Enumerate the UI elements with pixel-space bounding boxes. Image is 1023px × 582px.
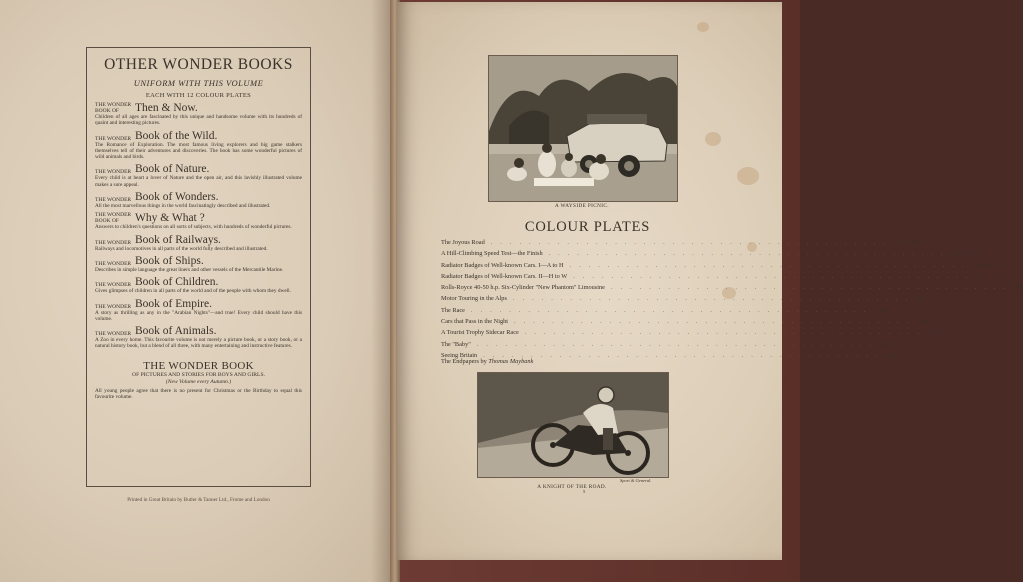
book-description: The Romance of Exploration. The most famous living explorers and big game stalkers themselves tell of their adventures and discoveries. The book has some wonderful pictures of wild animals and birds.: [95, 141, 302, 161]
book-description: Every child is at heart a lover of Nature and the open air, and this lavishly illustrated volume makes a sure appeal.: [95, 175, 302, 188]
picnic-caption: A WAYSIDE PICNIC.: [555, 203, 609, 209]
book-name: Then & Now.: [135, 102, 198, 114]
book-description: Children of all ages are fascinated by this unique and handsome volume with its hundreds of quaint and interesting pictures.: [95, 114, 302, 127]
advert-title: OTHER WONDER BOOKS: [104, 56, 293, 73]
plate-page: Frontispiece: [950, 250, 983, 258]
plate-page: 128: [876, 306, 886, 314]
leader-dots: ..........................................: [524, 329, 927, 337]
wonder-book-subtitle: OF PICTURES AND STORIES FOR BOYS AND GIRLS.: [132, 371, 265, 378]
wonder-books-advert: [86, 47, 311, 487]
plate-page: 160: [919, 318, 929, 326]
book-heading: [95, 234, 302, 246]
picnic-illustration: [489, 56, 677, 201]
book-heading: [95, 102, 302, 114]
book-series: THE WONDER: [95, 239, 132, 246]
book-heading: [95, 298, 302, 310]
leader-dots: ..........................................: [514, 318, 917, 326]
book-description: A Zoo in every home. This favourite volume is not merely a picture book, or a story book, or a natural history book, but a blend of all three, with many entertaining and instructive features.: [95, 337, 302, 350]
leader-dots: ..........................................: [512, 295, 916, 303]
plate-row: [441, 293, 925, 304]
plate-row: [441, 271, 985, 282]
leader-dots: ..........................................: [573, 272, 976, 280]
foxing-spot: [697, 22, 709, 32]
book-entry: [95, 276, 302, 294]
plate-row: [441, 248, 983, 259]
plate-title: A Hill-Climbing Speed Test—the Finish: [441, 250, 543, 258]
book-entry: [95, 191, 302, 209]
plate-title: The Joyous Road: [441, 239, 485, 246]
book-series: THE WONDER: [95, 169, 132, 176]
leader-dots: ..........................................: [610, 284, 1014, 292]
book-entry: [95, 102, 302, 127]
motorcycle-illustration: [478, 373, 668, 477]
plate-title: Motor Touring in the Alps: [441, 295, 507, 303]
book-description: Gives glimpses of children in all parts of the world and of the people with whom they dwell.: [95, 288, 291, 295]
advert-subtitle: UNIFORM WITH THIS VOLUME: [133, 78, 264, 88]
plate-row: [441, 260, 1000, 271]
leader-dots: ..........................................: [483, 351, 886, 359]
book-name: Book of Empire.: [135, 297, 212, 310]
leader-dots: ..........................................: [548, 250, 951, 258]
plate-title: Rolls-Royce 40-50 h.p. Six-Cylinder "New Phantom" Limousine: [441, 284, 605, 292]
plate-prefix: ,,: [926, 329, 931, 337]
book-description: All the most marvellous things in the world fascinatingly described and illustrated.: [95, 203, 271, 210]
plate-title: The Race: [441, 306, 465, 314]
plate-title: Radiator Badges of Well-known Cars. I—A to H: [441, 261, 564, 269]
book-entry: [95, 130, 302, 161]
book-heading: [95, 276, 302, 288]
plate-page: 224: [888, 351, 898, 359]
knight-of-the-road-photo: [477, 372, 669, 478]
book-name: Book of Wonders.: [135, 191, 219, 204]
wayside-picnic-photo: [488, 55, 678, 202]
book-heading: [95, 130, 302, 142]
book-description: Railways and locomotives in all parts of the world fully described and illustrated.: [95, 245, 268, 252]
book-entry: [95, 255, 302, 273]
book-series: THE WONDER: [95, 197, 132, 204]
plate-page: 208: [882, 340, 892, 348]
book-description: Answers to children's questions on all sorts of subjects, with hundreds of wonderful pictures.: [95, 224, 292, 231]
book-entry: [95, 298, 302, 323]
plate-title: Seeing Britain: [441, 351, 478, 359]
book-name: Book of the Wild.: [135, 129, 218, 142]
plate-prefix: ,,: [878, 340, 883, 348]
plate-prefix: ,,: [915, 295, 919, 303]
book-name: Book of Nature.: [135, 163, 210, 176]
wonder-book-note: (New Volume every Autumn.): [165, 378, 232, 385]
book-description: A story as thrilling as any in the "Arabian Nights"—and true! Every child should have this volume.: [95, 309, 302, 322]
book-series: THE WONDER: [95, 135, 132, 142]
book-series: THE WONDER: [95, 260, 132, 267]
plate-title: Cars that Pass in the Night: [441, 318, 508, 326]
left-page: [0, 0, 393, 582]
plate-prefix: ,,: [975, 272, 979, 280]
book-name: Book of Ships.: [135, 254, 204, 267]
book-heading: [95, 255, 302, 267]
plate-title: Radiator Badges of Well-known Cars. II—H to W: [441, 272, 568, 280]
plate-prefix: ,,: [885, 351, 889, 359]
leader-dots: ..........................................: [476, 340, 879, 348]
book-name: Book of Animals.: [135, 325, 217, 338]
book-series: THE WONDER BOOK OF: [95, 212, 132, 225]
endpapers-credit: [441, 358, 533, 365]
book-name: Book of Railways.: [135, 233, 221, 246]
book-heading: [95, 212, 302, 224]
book-heading: [95, 325, 302, 337]
foxing-spot: [737, 167, 759, 185]
book-entry: [95, 163, 302, 188]
photo-credit: Sport & General.: [620, 478, 652, 483]
plate-prefix: ,,: [1013, 284, 1017, 292]
book-series: THE WONDER: [95, 282, 132, 289]
plate-page: 48: [1016, 284, 1023, 292]
plate-row: [441, 282, 1023, 293]
printer-imprint: Printed in Great Britain by Butler & Tanner Ltd., Frome and London: [127, 497, 270, 503]
book-list: [95, 102, 302, 350]
wonder-book-description: All young people agree that there is no present for Christmas or the Birthday to equal this favourite volume.: [95, 387, 302, 401]
plate-page: 176: [930, 329, 940, 337]
colour-plates-list: [441, 237, 1023, 361]
plate-page: 16: [992, 261, 1000, 269]
plate-row: [441, 305, 886, 316]
book-series: THE WONDER: [95, 331, 132, 338]
book-name: Book of Children.: [135, 276, 219, 289]
plate-page: 32: [978, 272, 985, 280]
leader-dots: ..........................................: [490, 239, 893, 246]
plate-page: 64: [918, 295, 925, 303]
book-description: Describes in simple language the great liners and other vessels of the Mercantile Marine.: [95, 266, 284, 273]
plate-row: [441, 237, 924, 248]
plate-row: [441, 327, 940, 338]
foxing-spot: [705, 132, 721, 146]
plate-title: The "Baby": [441, 340, 471, 348]
book-series: THE WONDER: [95, 303, 132, 310]
book-entry: [95, 325, 302, 350]
plate-prefix: ,,: [873, 306, 877, 314]
advert-plates-note: EACH WITH 12 COLOUR PLATES: [145, 92, 252, 99]
book-heading: [95, 191, 302, 203]
colour-plates-title: COLOUR PLATES: [524, 219, 651, 235]
plate-prefix: Faces p.: [971, 261, 993, 269]
leader-dots: ..........................................: [470, 306, 874, 314]
wonder-book-title: THE WONDER BOOK: [143, 359, 254, 372]
book-name: Why & What ?: [135, 212, 205, 225]
book-entry: [95, 234, 302, 252]
book-entry: [95, 212, 302, 230]
knight-caption: A KNIGHT OF THE ROAD.: [537, 484, 607, 490]
book-series: THE WONDER BOOK OF: [95, 102, 132, 114]
book-heading: [95, 163, 302, 175]
plate-title: A Tourist Trophy Sidecar Race: [441, 329, 519, 337]
plate-row: [441, 316, 929, 327]
endpapers-artist: Thomas Maybank: [488, 358, 534, 365]
endpapers-label: The Endpapers by: [441, 358, 487, 365]
leader-dots: ..........................................: [569, 261, 972, 269]
plate-prefix: ,,: [916, 318, 920, 326]
page-number: 5: [583, 489, 586, 494]
plate-row: [441, 339, 892, 350]
plate-page: Front Cover: [892, 239, 924, 246]
